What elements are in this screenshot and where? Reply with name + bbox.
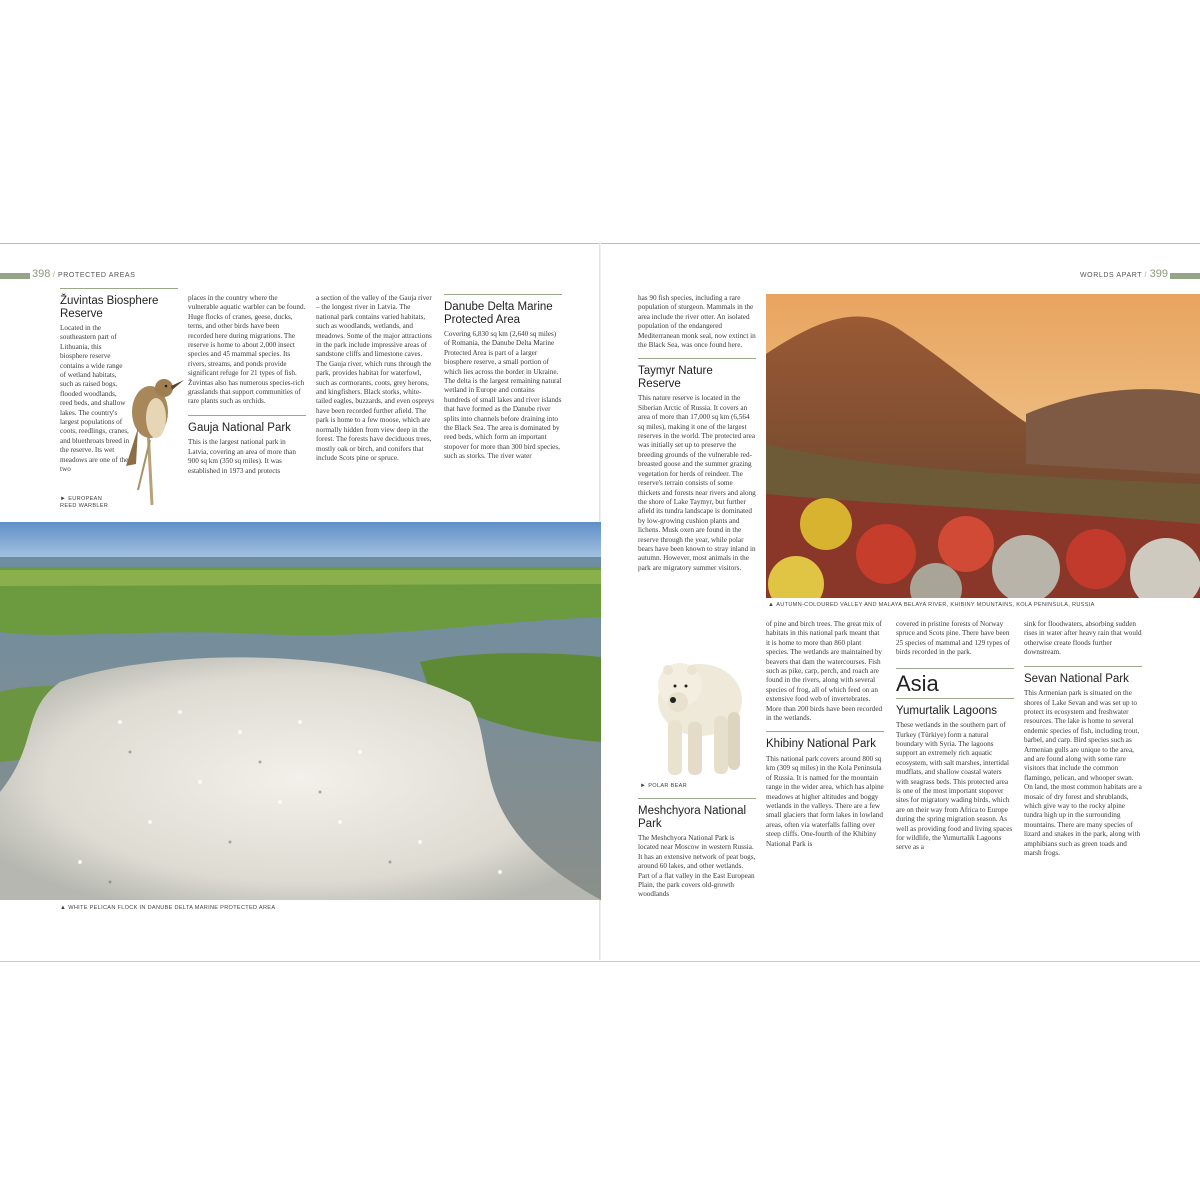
column-left-3 (316, 294, 434, 514)
body-meshchyora-cont: of pine and birch trees. The great mix of habitats in this national park meant that it is home to more than 860 plant species. The wetlands are maintained by beavers that dam the watercourses. Fish such as pike, carp, perch, and roach are found in the rivers, along with several species of frog, all of which feed on an extensive food web of invertebrates. More than 200 birds have been recorded in the wetlands. (766, 620, 883, 723)
heading-asia: Asia (896, 670, 939, 696)
valley-caption: ▲ AUTUMN-COLOURED VALLEY AND MALAYA BELAYA RIVER, KHIBINY MOUNTAINS, KOLA PENINSULA, RUSSIA (768, 602, 1095, 608)
reed-warbler-photo (108, 370, 188, 505)
body-gauja: This is the largest national park in Latvia, covering an area of more than 900 sq km (350 sq miles). It was established in 1973 and protects (188, 438, 296, 475)
heading-zuvintas: Žuvintas Biosphere Reserve (60, 288, 178, 320)
reed-warbler-caption: ► EUROPEAN REED WARBLER (60, 496, 109, 509)
khibiny-valley-photo (766, 294, 1200, 598)
pelican-caption: ▲ WHITE PELICAN FLOCK IN DANUBE DELTA MARINE PROTECTED AREA (60, 905, 276, 911)
body-khibiny-cont: covered in pristine forests of Norway spruce and Scots pine. There have been 25 species of mammal and 129 types of birds recorded in the park. (896, 620, 1010, 657)
running-head-right: WORLDS APART / 399 (1079, 268, 1168, 280)
body-gauja-cont: a section of the valley of the Gauja river – the longest river in Latvia. The national park contains varied habitats, such as woodlands, wetlands, and meadows. Some of the major attractions in the park include impressive areas of sandstone cliffs and limestone caves. The Gauja river, which runs through the park, provides habitat for waterfowl, such as cormorants, coots, grey herons, and kingfishers. Black storks, white-tailed eagles, buzzards, and even ospreys have been recorded further afield. The park is home to a few moose, which are normally hidden from view deep in the forest. The forests have deciduous trees, mostly oak or birch, and conifers that include Scots pine or spruce. (316, 294, 434, 462)
body-danube: Covering 6,830 sq km (2,640 sq miles) of Romania, the Danube Delta Marine Protected Area is part of a larger biosphere reserve, a small portion of which lies across the border in Ukraine. The delta is the largest remaining natural wetland in Europe and contains hundreds of small lakes and river islands that have formed as the Danube river splits into channels before draining into the Black Sea. The area is dominated by reed beds, which form an important stopover for more than 300 bird species, such as storks. The river water (444, 330, 562, 461)
column-meshchyora (638, 798, 756, 918)
page-number-right: 399 (1149, 268, 1168, 280)
body-sevan: This Armenian park is situated on the shores of Lake Sevan and was set up to protect its ecosystem and freshwater resources. The lake is home to several endemic species of fish, including trout, barbel, and carp. Bird species such as Armenian gulls are unique to the area, and are found along with some rare visitors that include the common flamingo, pelican, and whooper swan. On land, the most common habitats are a mosaic of dry forest and shrublands, which give way to the rocky alpine tundra high up in the surrounding mountains. There are many species of lizard and snakes in the park, along with amphibians such as green toads and marsh frogs. (1024, 689, 1142, 858)
body-yumurtalik: These wetlands in the southern part of Turkey (Türkiye) form a natural boundary with Syria. The lagoons support an extremely rich aquatic ecosystem, with salt marshes, intertidal mudflats, and shallow coastal waters with seagrass beds. This protected area is one of the most important stopover sites for migratory wading birds, which are on their way from Africa to Europe during the spring migration season. As well as providing food and living spaces for wildlife, the Yumurtalik Lagoons serve as a (896, 721, 1013, 852)
heading-taymyr: Taymyr Nature Reserve (638, 358, 756, 390)
section-title-right: WORLDS APART (1079, 272, 1142, 279)
heading-danube: Danube Delta Marine Protected Area (444, 294, 562, 326)
running-head-left: 398 / PROTECTED AREAS (32, 268, 136, 280)
column-right-3 (896, 620, 1014, 918)
header-bar-right (1170, 273, 1200, 279)
header-bar-left (0, 273, 30, 279)
body-taymyr: This nature reserve is located in the Siberian Arctic of Russia. It covers an area of more than 17,000 sq km (6,564 sq miles), making it one of the largest reserves in the world. The protected area was initially set up to preserve the breeding grounds of the vulnerable red-breasted goose and the summer grazing vegetation for herds of reindeer. The reserve's terrain consists of some thickets and forests near rivers and along the shore of Lake Taymyr, but further afield its tundra landscape is dominated by low-growing cushion plants and lichens. Musk oxen are found in the reserve through the year, while polar bears have been known to stray inland in autumn. However, most animals in the park are migratory summer visitors. (638, 394, 756, 572)
column-right-2 (766, 620, 884, 918)
heading-gauja: Gauja National Park (188, 415, 306, 435)
caption-triangle-icon: ► (640, 783, 647, 789)
caption-triangle-icon: ▲ (60, 905, 67, 911)
section-title-left: PROTECTED AREAS (58, 272, 136, 279)
column-right-4 (1024, 620, 1142, 918)
body-meshchyora: The Meshchyora National Park is located near Moscow in western Russia. It has an extensive network of peat bogs, around 60 lakes, and other wetlands. Part of a flat valley in the East European Plain, the park covers old-growth woodlands (638, 834, 756, 899)
caption-triangle-icon: ► (60, 496, 67, 502)
column-left-2 (188, 294, 306, 514)
heading-meshchyora: Meshchyora National Park (638, 798, 756, 830)
heading-yumurtalik: Yumurtalik Lagoons (896, 698, 1014, 718)
column-danube (444, 294, 562, 514)
polar-bear-caption: ► POLAR BEAR (640, 783, 688, 789)
heading-sevan: Sevan National Park (1024, 666, 1142, 686)
body-zuvintas: Located in the southeastern part of Lithuania, this biosphere reserve contains a wide range of wetland habitats, such as raised bogs, flooded woodlands, reed beds, and shallow lakes. The country's largest populations of coots, reedlings, cranes, and bluethroats breed in the reserve. Its wet meadows are one of the two (60, 324, 130, 474)
page-number-left: 398 (32, 268, 51, 280)
body-yumurtalik-cont: sink for floodwaters, absorbing sudden rises in water after heavy rain that would otherwise create floods further downstream. (1024, 620, 1142, 657)
pelican-flock-photo (0, 522, 601, 900)
body-zuvintas-cont: places in the country where the vulnerable aquatic warbler can be found. Huge flocks of cranes, geese, ducks, terns, and other birds have been recorded here during migrations. The reserve is home to about 2,000 insect species and 45 mammal species. Its rivers, streams, and ponds provide significant refuge for 21 types of fish. Žuvintas also has numerous species-rich grasslands that support communities of rare plants such as orchids. (188, 294, 306, 406)
body-danube-cont: has 90 fish species, including a rare population of sturgeon. Mammals in the area include the river otter. An isolated population of the endangered Mediterranean monk seal, now extinct in the Black Sea, was once found here. (638, 294, 756, 350)
polar-bear-photo (640, 640, 750, 785)
caption-triangle-icon: ▲ (768, 602, 775, 608)
body-khibiny: This national park covers around 800 sq km (309 sq miles) in the Kola Peninsula of Russia. It is named for the mountain range in the wider area, which has alpine meadows at higher altitudes and boggy wetlands in the valleys. There are a few small glaciers that form lakes in lowland areas, often via waterfalls falling over steep cliffs. One-fourth of the Khibiny National Park is (766, 754, 884, 848)
asia-rule (896, 668, 1014, 669)
heading-khibiny: Khibiny National Park (766, 731, 884, 751)
column-right-1 (638, 294, 756, 664)
